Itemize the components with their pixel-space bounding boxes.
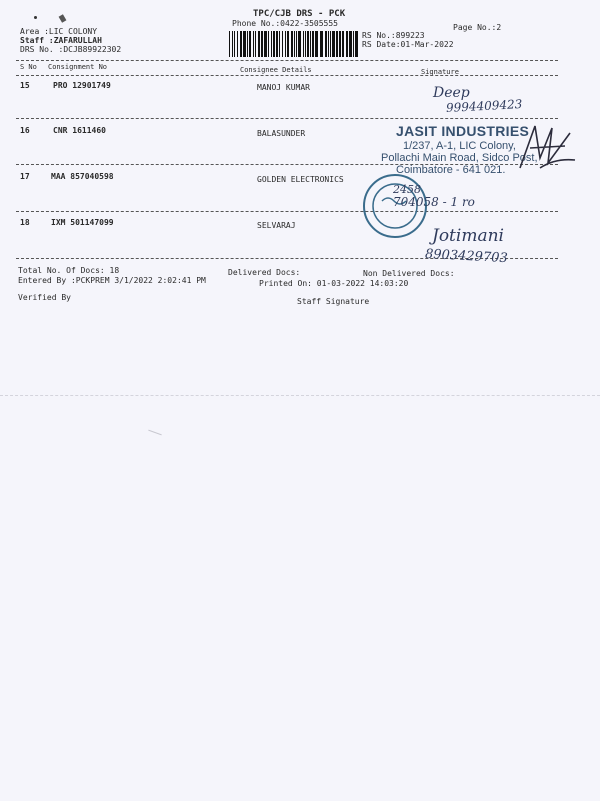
row-15-consignee: MANOJ KUMAR <box>257 83 310 92</box>
barcode-bar <box>355 31 358 57</box>
barcode-bar <box>312 31 314 57</box>
barcode-bar <box>253 31 254 57</box>
scan-artifact-line <box>0 395 600 396</box>
barcode-bar <box>320 31 323 57</box>
barcode-bar <box>307 31 309 57</box>
row-17-rule <box>16 211 558 212</box>
drs-number: DRS No. :DCJB89922302 <box>20 45 122 54</box>
scan-mark-logo <box>59 14 67 23</box>
row-16-sno: 16 <box>20 126 30 135</box>
barcode-bar <box>276 31 278 57</box>
barcode-bar <box>255 31 256 57</box>
barcode-bar <box>229 31 230 57</box>
stamp-address-line-3: Coimbatore - 641 021. <box>396 164 506 176</box>
barcode-image <box>229 31 361 57</box>
barcode-bar <box>282 31 283 57</box>
row-18-consignee: SELVARAJ <box>257 221 296 230</box>
barcode-bar <box>271 31 272 57</box>
staff-label: Staff :ZAFARULLAH <box>20 36 102 45</box>
barcode-bar <box>349 31 352 57</box>
scan-mark <box>34 16 37 19</box>
handwritten-signature-15: Deep <box>433 85 470 101</box>
column-header-signature: Signature <box>421 68 459 76</box>
barcode-bar <box>249 31 251 57</box>
page-number: Page No.:2 <box>453 23 502 32</box>
barcode-bar <box>285 31 286 57</box>
column-header-consignee: Consignee Details <box>240 66 312 74</box>
stamp-address-line-1: 1/237, A-1, LIC Colony, <box>403 140 516 152</box>
row-15-sno: 15 <box>20 81 30 90</box>
rs-number: RS No.:899223 <box>362 31 425 40</box>
barcode-bar <box>294 31 295 57</box>
row-15-rule <box>16 118 558 119</box>
barcode-bar <box>240 31 242 57</box>
barcode-bar <box>328 31 329 57</box>
barcode-bar <box>339 31 341 57</box>
page-title: TPC/CJB DRS - PCK <box>253 9 346 19</box>
row-16-consignee: BALASUNDER <box>257 129 306 138</box>
barcode-bar <box>273 31 275 57</box>
scribble-signature-image <box>510 118 580 178</box>
barcode-bar <box>325 31 327 57</box>
barcode-bar <box>264 31 267 57</box>
entered-by: Entered By :PCKPREM 3/1/2022 2:02:41 PM <box>18 276 206 285</box>
column-header-consignment: Consignment No <box>48 63 108 71</box>
barcode-bar <box>232 31 233 57</box>
row-17-sno: 17 <box>20 172 30 181</box>
barcode-bar <box>353 31 354 57</box>
staff-signature-label: Staff Signature <box>297 297 370 306</box>
barcode-bar <box>298 31 301 57</box>
barcode-bar <box>291 31 293 57</box>
rs-date: RS Date:01-Mar-2022 <box>362 40 454 49</box>
barcode-bar <box>234 31 235 57</box>
handwritten-phone-15: 9994409423 <box>445 97 523 115</box>
barcode-bar <box>261 31 263 57</box>
barcode-bar <box>237 31 238 57</box>
barcode-bar <box>247 31 248 57</box>
header-rule-top <box>16 60 558 61</box>
stamp-company-name: JASIT INDUSTRIES <box>396 123 530 139</box>
delivered-docs: Delivered Docs: <box>228 268 301 277</box>
handwritten-note-17: 2458 <box>393 183 421 196</box>
row-17-consignment: MAA 857040598 <box>51 172 114 181</box>
barcode-bar <box>336 31 338 57</box>
stamp-address-line-2: Pollachi Main Road, Sidco Post, <box>381 152 538 164</box>
area-label: Area :LIC COLONY <box>20 27 98 36</box>
row-18-consignment: IXM 501147099 <box>51 218 114 227</box>
barcode-bar <box>332 31 335 57</box>
column-header-sno: S No <box>20 63 37 71</box>
barcode-bar <box>268 31 269 57</box>
barcode-bar <box>296 31 297 57</box>
printed-on: Printed On: 01-03-2022 14:03:20 <box>259 279 409 288</box>
barcode-bar <box>342 31 344 57</box>
scan-artifact-mark <box>148 430 161 436</box>
verified-by-label: Verified By <box>18 293 71 302</box>
barcode-bar <box>258 31 260 57</box>
row-16-consignment: CNR 1611460 <box>53 126 106 135</box>
barcode-bar <box>346 31 348 57</box>
barcode-bar <box>279 31 280 57</box>
barcode-bar <box>315 31 318 57</box>
barcode-bar <box>305 31 306 57</box>
barcode-bar <box>330 31 331 57</box>
header-rule-bottom <box>16 75 558 76</box>
handwritten-ref-17: 704058 - 1 ro <box>393 195 475 209</box>
row-18-sno: 18 <box>20 218 30 227</box>
non-delivered-docs: Non Delivered Docs: <box>363 269 455 278</box>
row-17-consignee: GOLDEN ELECTRONICS <box>257 175 344 184</box>
total-docs: Total No. Of Docs: 18 <box>18 266 120 275</box>
barcode-bar <box>243 31 246 57</box>
handwritten-signature-18: Jotimani <box>432 226 504 246</box>
phone-number: Phone No.:0422-3505555 <box>232 19 338 28</box>
barcode-bar <box>287 31 289 57</box>
barcode-bar <box>303 31 304 57</box>
row-15-consignment: PRO 12901749 <box>53 81 111 90</box>
handwritten-phone-18: 8903429703 <box>424 246 509 267</box>
barcode-bar <box>310 31 311 57</box>
